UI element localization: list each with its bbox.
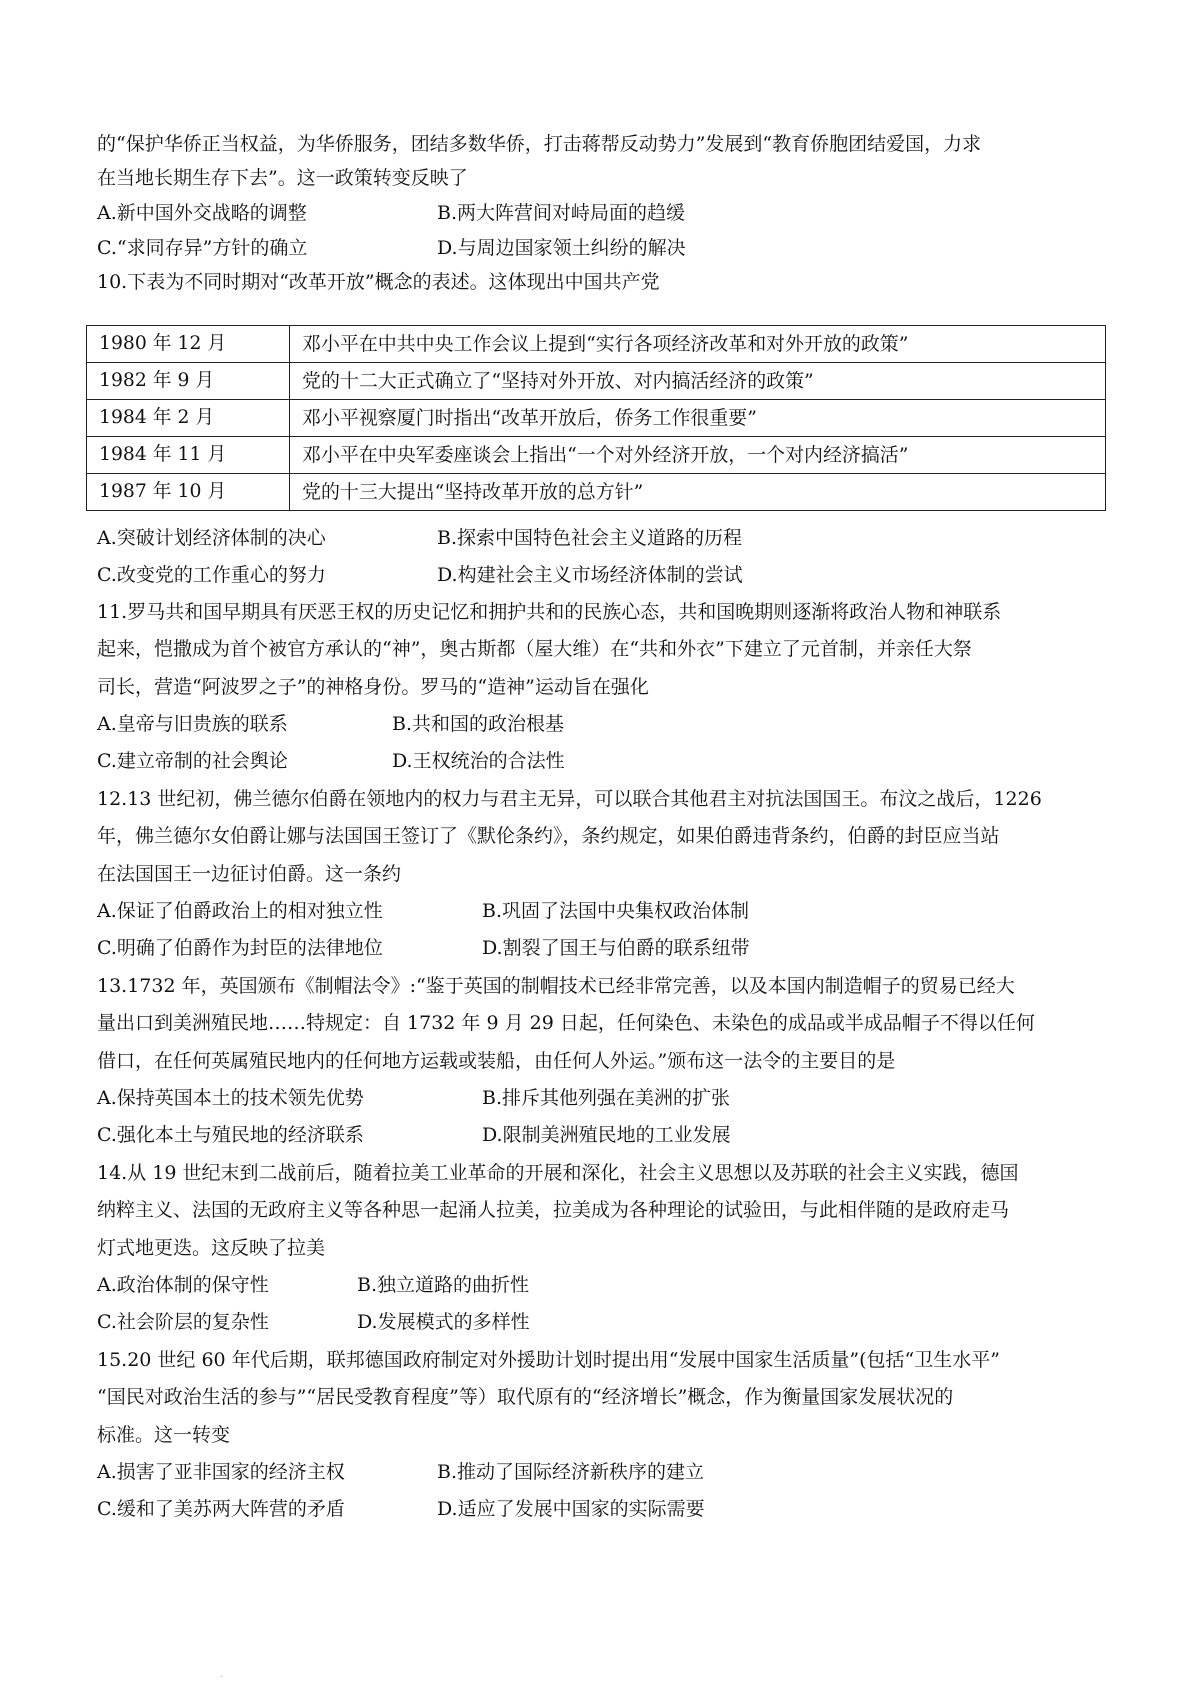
option-d: D.限制美洲殖民地的工业发展 bbox=[482, 1124, 731, 1146]
option-b: B.推动了国际经济新秩序的建立 bbox=[437, 1461, 705, 1483]
question-text: 在法国国王一边征讨伯爵。这一条约 bbox=[97, 863, 402, 885]
reform-timeline-table bbox=[86, 325, 1106, 511]
question-15-stem: 15.20 世纪 60 年代后期，联邦德国政府制定对外援助计划时提出用“发展中国家生活质量”(包括“卫生水平” bbox=[97, 1349, 1000, 1371]
option-c: C.明确了伯爵作为封臣的法律地位 bbox=[97, 937, 383, 959]
question-text: 在当地长期生存下去”。这一政策转变反映了 bbox=[97, 167, 468, 189]
table-row bbox=[87, 363, 1106, 400]
option-c: C.缓和了美苏两大阵营的矛盾 bbox=[97, 1498, 345, 1520]
question-14-stem: 14.从 19 世纪末到二战前后，随着拉美工业革命的开展和深化，社会主义思想以及苏联的社会主义实践，德国 bbox=[97, 1162, 1019, 1184]
table-row bbox=[87, 400, 1106, 437]
question-13-stem: 13.1732 年，英国颁布《制帽法令》:“鉴于英国的制帽技术已经非常完善，以及本国内制造帽子的贸易已经大 bbox=[97, 975, 1015, 997]
option-a: A.突破计划经济体制的决心 bbox=[97, 527, 326, 549]
table-cell-text: 邓小平视察厦门时指出“改革开放后，侨务工作很重要” bbox=[290, 400, 1106, 437]
question-text: 借口，在任何英属殖民地内的任何地方运载或装船，由任何人外运。”颁布这一法令的主要目的是 bbox=[97, 1050, 896, 1072]
question-text: 纳粹主义、法国的无政府主义等各种思一起涌人拉美，拉美成为各种理论的试验田，与此相伴随的是政府走马 bbox=[97, 1199, 1010, 1221]
table-cell-text: 邓小平在中央军委座谈会上指出“一个对外经济开放，一个对内经济搞活” bbox=[290, 437, 1106, 474]
question-text: 灯式地更迭。这反映了拉美 bbox=[97, 1237, 326, 1259]
option-c: C.建立帝制的社会舆论 bbox=[97, 750, 288, 772]
question-12-stem: 12.13 世纪初，佛兰德尔伯爵在领地内的权力与君主无异，可以联合其他君主对抗法国国王。布汶之战后，1226 bbox=[97, 788, 1042, 810]
option-b: B.共和国的政治根基 bbox=[392, 713, 565, 735]
table-cell-date: 1980 年 12 月 bbox=[87, 326, 290, 363]
option-d: D.割裂了国王与伯爵的联系纽带 bbox=[482, 937, 750, 959]
table-cell-date: 1984 年 11 月 bbox=[87, 437, 290, 474]
option-b: B.独立道路的曲折性 bbox=[357, 1274, 530, 1296]
table-cell-date: 1984 年 2 月 bbox=[87, 400, 290, 437]
option-c: C.改变党的工作重心的努力 bbox=[97, 564, 326, 586]
option-d: D.与周边国家领土纠纷的解决 bbox=[437, 237, 686, 259]
option-d: D.构建社会主义市场经济体制的尝试 bbox=[437, 564, 743, 586]
table-cell-text: 党的十三大提出“坚持改革开放的总方针” bbox=[290, 474, 1106, 511]
question-text: 量出口到美洲殖民地……特规定：自 1732 年 9 月 29 日起，任何染色、未染色的成品或半成品帽子不得以任何 bbox=[97, 1012, 1035, 1034]
option-d: D.发展模式的多样性 bbox=[357, 1311, 530, 1333]
question-text: 年，佛兰德尔女伯爵让娜与法国国王签订了《默伦条约》，条约规定，如果伯爵违背条约，伯爵的封臣应当站 bbox=[97, 825, 1000, 847]
option-a: A.保证了伯爵政治上的相对独立性 bbox=[97, 900, 383, 922]
option-d: D.适应了发展中国家的实际需要 bbox=[437, 1498, 705, 1520]
option-c: C.强化本土与殖民地的经济联系 bbox=[97, 1124, 364, 1146]
option-a: A.政治体制的保守性 bbox=[97, 1274, 269, 1296]
option-d: D.王权统治的合法性 bbox=[392, 750, 565, 772]
page-marker: · bbox=[220, 1672, 224, 1683]
table-cell-text: 邓小平在中共中央工作会议上提到“实行各项经济改革和对外开放的政策” bbox=[290, 326, 1106, 363]
table-row bbox=[87, 474, 1106, 511]
option-b: B.两大阵营间对峙局面的趋缓 bbox=[437, 202, 686, 224]
question-text: 的“保护华侨正当权益，为华侨服务，团结多数华侨，打击蒋帮反动势力”发展到“教育侨胞团结爱国，力求 bbox=[97, 133, 982, 155]
question-text: 司长，营造“阿波罗之子”的神格身份。罗马的“造神”运动旨在强化 bbox=[97, 676, 649, 698]
option-a: A.新中国外交战略的调整 bbox=[97, 202, 307, 224]
option-b: B.排斥其他列强在美洲的扩张 bbox=[482, 1087, 731, 1109]
option-c: C.社会阶层的复杂性 bbox=[97, 1311, 269, 1333]
option-a: A.皇帝与旧贵族的联系 bbox=[97, 713, 288, 735]
question-10-stem: 10.下表为不同时期对“改革开放”概念的表述。这体现出中国共产党 bbox=[97, 271, 660, 293]
question-11-stem: 11.罗马共和国早期具有厌恶王权的历史记忆和拥护共和的民族心态，共和国晚期则逐渐将政治人物和神联系 bbox=[97, 601, 1002, 623]
question-text: 起来，恺撒成为首个被官方承认的“神”，奥古斯都（屋大维）在“共和外衣”下建立了元首制，并亲任大祭 bbox=[97, 638, 972, 660]
table-row bbox=[87, 437, 1106, 474]
table-cell-date: 1982 年 9 月 bbox=[87, 363, 290, 400]
table-cell-date: 1987 年 10 月 bbox=[87, 474, 290, 511]
question-text: 标准。这一转变 bbox=[97, 1424, 231, 1446]
option-a: A.损害了亚非国家的经济主权 bbox=[97, 1461, 345, 1483]
question-text: “国民对政治生活的参与”“居民受教育程度”等）取代原有的“经济增长”概念，作为衡量国家发展状况的 bbox=[97, 1386, 954, 1408]
table-row bbox=[87, 326, 1106, 363]
option-b: B.巩固了法国中央集权政治体制 bbox=[482, 900, 750, 922]
option-b: B.探索中国特色社会主义道路的历程 bbox=[437, 527, 743, 549]
option-a: A.保持英国本土的技术领先优势 bbox=[97, 1087, 364, 1109]
table-cell-text: 党的十二大正式确立了“坚持对外开放、对内搞活经济的政策” bbox=[290, 363, 1106, 400]
option-c: C.“求同存异”方针的确立 bbox=[97, 237, 308, 259]
